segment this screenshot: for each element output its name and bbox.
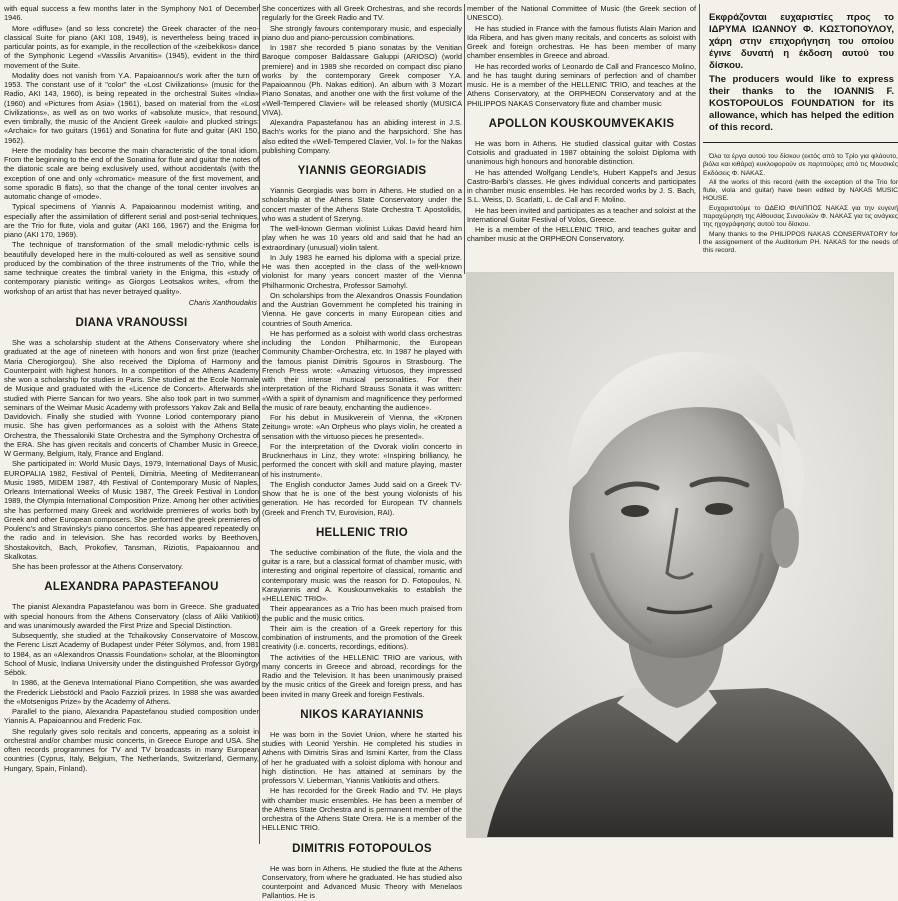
section-heading-fotopoulos: DIMITRIS FOTOPOULOS xyxy=(292,842,432,855)
paragraph: Subsequently, she studied at the Tchaikovsky Conservatoire of Moscow, the Ferenc Liszt Academy of Budapest under Péter Sólymos, and, from 1981 to 1984, as an «Alexandros Onassis Foundation» scholar, at the Bloomington School of Music, Indiana University under the distinguished Professor György Sébök. xyxy=(4,631,259,677)
paragraph: She strongly favours contemporary music, and especially piano duo and piano-percussion combinations. xyxy=(262,23,462,42)
column-4 xyxy=(699,4,898,255)
paragraph: The seductive combination of the flute, the viola and the guitar is a rare, but a classical format of chamber music, with interesting and original repertoire of classical, romantic and contemporary music was the reason for D. Fotopoulos, N. Karayiannis and A. Kouskoumvekakis to establish the «HELLENIC TRIO». xyxy=(262,547,462,603)
paragraph: The pianist Alexandra Papastefanou was born in Greece. She graduated with special honours from the Athens Conservatory (class of Aliki Vatikioti) and was unanimously awarded the First Prize and Special Distinction. xyxy=(4,602,259,630)
paragraph: Their appearances as a Trio has been much praised from the public and the music critics. xyxy=(262,604,462,623)
note-paragraph: All the works of this record (with the exception of the Trio for flute, viola and guitar) have been edited by NAKAS MUSIC HOUSE. xyxy=(703,178,898,203)
paragraph: The technique of transformation of the small melodic-rythmic cells is beautifully developed here in the multi-coloured as well as sensitive sound produced by the combination of the three instruments of the Trio, while the same technique creates the timbral variety in the Enigma, this «study of contemporary pianistic writing» as Giorgos Leotsakos writes, «from the workshop of an artist that has never betrayed quality». xyxy=(4,240,259,296)
paragraph: Modality does not vanish from Y.A. Papaioannou's work after the turn of 1953. The constant use of it "color" the «Lost Civilizations» (music for the Radio, AKI 143, 1960), is being repeated in the orchestral Suites «India» (1960) and «Pictures from Asia» (1961), based on material from the «Lost Civilizations», as well as on two works of «absolute music», that resound, even timbrally, the music of the Ancient Greek «auloi» and plucked strings: «Archaic» for two guitars (1961) and Sonatina for flute and guitar (AKI 150, 1962). xyxy=(4,70,259,145)
paragraph: The English conductor James Judd said on a Greek TV- Show that he is one of the best young violonists of his generation. He has recorded for European TV channels (Greek and French TV, Eurovision, RAI). xyxy=(262,479,462,517)
section-heading-georgiadis: YIANNIS GEORGIADIS xyxy=(297,165,427,177)
paragraph: He has studied in France with the famous flutists Alain Marion and Ida Ribera, and has given many recitals, and concerts as soloist with Greek and foreign orchestras. He has been member of many chamber ensembles in Greece and abroad. xyxy=(467,23,696,61)
paragraph: The activities of the HELLENIC TRIO are various, with many concerts in Greece and abroad, recordings for the Radio and the Television. It has been unanimously praised by the music critics of the Greek and foreign press, and has been invited in many Greek and foreign Festivals. xyxy=(262,652,462,699)
paragraph: He was born in Athens. He studied classical guitar with Costas Cotsiolis and graduated in 1987 obtaining the soloist Diploma with unanimous high honours and honorable distinction. xyxy=(467,138,696,167)
paragraph: She concertizes with all Greek Orchestras, and she records regularly for the Greek Radio and TV. xyxy=(262,4,462,23)
paragraph: He was born in the Soviet Union, where he started his studies with Leonid Yershin. He completed his studies in Athens with Dimitris Siras and Ismini Karter, from the Class of her he graduated with a soloist diploma with honour and high distinction. He has attained at seminars by the professors V. Lieberman, Yiannis Vatikiotis and others. xyxy=(262,729,462,785)
author-signature: Charis Xanthoudakis xyxy=(188,297,257,307)
column-1 xyxy=(4,4,259,844)
paragraph: She has been professor at the Athens Conservatory. xyxy=(12,562,184,571)
section-heading-kouskoumvekakis: APOLLON KOUSKOUMVEKAKIS xyxy=(488,117,675,130)
paragraph: member of the National Committee of Music (the Greek section of UNESCO). xyxy=(467,4,696,23)
paragraph: Their aim is the creation of a Greek repertory for this combination of instruments, and the promotion of the Greek creativity (i.e. concerts, recordings, editions). xyxy=(262,623,462,652)
acknowledgement-box xyxy=(703,4,898,143)
paragraph: with equal success a few months later in the Symphony No1 of December 1946. xyxy=(4,4,259,23)
paragraph: Typical specimens of Yiannis A. Papaioannou modernist writing, and especially after the assimilation of different serial and post-serial techniques, are the Trio for flute, viola and guitar (AKI 166, 1967) and the Enigma for piano (AKI 170, 1969). xyxy=(4,202,259,239)
portrait-photo xyxy=(466,272,894,838)
paragraph: He has been invited and participates as a teacher and soloist at the International Guitar Festival of Volos, Greece. xyxy=(467,205,696,224)
paragraph: Here the modality has become the main characteristic of the tonal idiom. From the beginning to the end of the Sonatina for flute and guitar the notes of the diatonic scale are being exclusively used, without accidentals (with the exception of one and only «chromatic» measure of the first movement, and some sporadic B flats), so that the change of the tonal center involves an automatic change of «mode». xyxy=(4,145,259,201)
paragraph: The well-known German violinist Lukas David heard him play when he was 10 years old and said that he had an extraordinary (unusual) violin talent. xyxy=(262,224,462,252)
paragraph: He is a member of the HELLENIC TRIO, and teaches guitar and chamber music at the ORPHEON Conservatory. xyxy=(467,225,696,244)
paragraph: More «diffuse» (and so less concrete) the Greek character of the neo-classical Suite for piano (AKI 108, 1949), is nevertheless being traced in particular points, as for example, in the recollection of the «zeibekikos» dance of the Symphonic Legend «Vassilis Arvanitis» (1945), evident in the third movement of the Suite. xyxy=(4,23,259,70)
paragraph: He has recorded works of Leonardo de Call and Francesco Molino, and he has taught during seminars of perfection and of chamber music. He is a member of the HELLENIC TRIO, and teaches at the Athens Conservatory, at the ORPHEON Conservatory and at the PHILIPPOS NAKAS Conservatory flute and chamber music xyxy=(467,61,696,108)
note-paragraph: Ευχαριστούμε το ΩΔΕΙΟ ΦΙΛΙΠΠΟΣ ΝΑΚΑΣ για την ευγενή παραχώρηση της Αίθουσας Συναυλιών Φ. ΝΑΚΑΣ για τις ανάγκες της ηχογράφησης αυτού του δίσκου. xyxy=(703,204,898,229)
section-heading-papastefanou: ALEXANDRA PAPASTEFANOU xyxy=(44,581,219,594)
column-3 xyxy=(464,4,696,274)
paragraph: Alexandra Papastefanou has an abiding interest in J.S. Bach's works for the piano and the harpsichord. She has also edited the «Well-Tempered Clavier, Vol. I» for the Nakas publishing Company. xyxy=(262,118,462,155)
paragraph: She participated in: World Music Days, 1979, International Days of Music, EUROPALIA 1982, Festival of Penteli, Dimitria, Meeting of Mediterranean Music 1985, MIDEM 1987, 4th Festival of Contemporary Music of Naples, Orleans International Weeks of Music 1987, The Greek Festival in London 1989, the Olympia International Composition Prize. Among her other activities she has performed many Greek and worldwide premieres of works both by Greek and other European composers. She performed the greek premieres of Poulenc's and Stravinsky's piano concertos. She has appeared repeatedly on the radio and in television. She has recorded works by Beethoven, Shostakovitch, Bach, Prokofiev, Tansman, Riziotis, Papaioannou and Skalkotas. xyxy=(4,459,259,561)
paragraph: Parallel to the piano, Alexandra Papastefanou studied composition under Yiannis A. Papaioannou and Frederic Fox. xyxy=(4,707,259,726)
paragraph: She regularly gives solo recitals and concerts, appearing as a soloist in orchestral and/or chamber music concerts, in Greece Europe and USA. She often records programmes for TV and TV broadcasts in many European countries (Cyprus, Italy, Belgium, The Netherlands, Switzerland, Germany, Hungary, Spain, Finland). xyxy=(4,726,259,773)
paragraph: In July 1983 he earned his diploma with a special prize. He was then accepted in the class of the well-known violonist for many years concert master of the Vienna Philharmonic Orchestra, Professor Samohyl. xyxy=(262,252,462,290)
paragraph: In 1986, at the Geneva International Piano Competition, she was awarded the Frederick Liebstöckl and Paolo Fazzioli prizes. In 1988 she was awarded the «Motsenigos Prize» by the Academy of Athens. xyxy=(4,678,259,706)
paragraph: For the interpretation of the Dvorak violin concerto in Brucknerhaus in Linz, they wrote: «Inspiring brilliancy, he performed the concert with skill and mature playing, master of his instrument». xyxy=(262,441,462,479)
paragraph: In 1987 she recorded 5 piano sonatas by the Venitian Baroque composer Baldassare Galuppi (ARIOSO) (world premiere) and in 1989 she recorded on compact disc piano works by the contemporary Greek composer Y.A. Papaioannou (Ph. Nakas edition). An album with 3 Mozart Piano Sonatas, and another one with the first volume of the «Well-Tempered Clavier» will be released shortly (MUSICA VIVA). xyxy=(262,43,462,117)
paragraph: She was a scholarship student at the Athens Conservatory where she graduated at the age of nineteen with honors and won first prize (teacher Maria Cherogiorgou). She also received the Diploma of Harmony and Counterpoint with highest honors. In a competition of the Athens Academy she won a scholarship for studies in Paris. She studied at the Ecole Normale de Musique and graduated with the «Licence de Concert». Afterwards she studied with Pierre Sancan for two years. She also took part in two summer seminars of the Weimar Music Academy with professors Yakov Zak and Bella Davidovich. Finally she studied with Yvonne Loriod contemporary piano music. She has given performances as a soloist with the Athens State Orchestra, the Thessaloniki State Orchestra and the Symphony Orchestra of the ERA. She has given recitals and concerts of Chamber Music in Greece, W Germany, Belgium, Italy, France and England. xyxy=(4,338,259,458)
acknowledgement-greek: Εκφράζονται ευχαριστίες προς το ΙΔΡΥΜΑ ΙΩΑΝΝΟΥ Φ. ΚΩΣΤΟΠΟΥΛΟΥ, χάρη στην επιχορήγηση του οποίου έγινε δυνατή η έκδοση αυτού του δίσκου. xyxy=(709,12,894,71)
paragraph: Yiannis Georgiadis was born in Athens. He studied on a scholarship at the Athens State Conservatory under the concert master of the Athens State Orchestra T. Apostolidis, who was a student of Szeryng. xyxy=(262,186,462,223)
acknowledgement-english: The producers would like to express their thanks to the IOANNIS F. KOSTOPOULOS FOUNDATION for its allowance, which has helped the edition of this record. xyxy=(709,74,894,133)
note-paragraph: Όλα τα έργα αυτού του δίσκου (εκτός από το Τρίο για φλάουτο, βιόλα και κιθάρα) κυκλοφορούν σε παρτιτούρες από τις Μουσικές Εκδόσεις Φ. ΝΑΚΑΣ. xyxy=(703,153,898,177)
paragraph: He has attended Wolfgang Lendle's, Hubert Kappel's and Jesus Castro-Barbi's classes. He gives individual concerts and participates in chamber music ensembles. He has recorded works by J. S. Bach, S.L. Weiss, D. Scarlatti, L. de Call and F. Molino. xyxy=(467,167,696,205)
note-paragraph: Many thanks to the PHILIPPOS NAKAS CONSERVATORY for the assignement of the Auditorium PH. NAKAS for the needs of this record. xyxy=(703,230,898,255)
credits-notes xyxy=(703,153,898,256)
section-heading-vranoussi: DIANA VRANOUSSI xyxy=(75,317,188,329)
paragraph: He was born in Athens. He studied the flute at the Athens Conservatory, from where he graduated. He has studied also counterpoint and Advanced Music Theory with Menelaos Pallantios. He is xyxy=(262,863,462,901)
paragraph: He has performed as a soloist with world class orchestras including the London Philharmonic, the European Community Chamber-Orchestra, etc. In 1987 he played with the famous pianist Dimitris Sgouros in Strasbourg. The French Press wrote: «Amazing virtuosos, they impressed with their intense musical personalities. For their interpretation of the Richard Strauss Sonata it was written: «With a spirit of dynamism and magnificence they performed the music of rare beauty, enchanting the audience». xyxy=(262,328,462,412)
paragraph: For his debut in Musikverein of Vienna, the «Kronen Zeitung» wrote: «An Orpheus who plays violin, he created a sensation with the virtuoso pieces he presented». xyxy=(262,413,462,441)
column-2 xyxy=(259,4,462,901)
paragraph: On scholarships from the Alexandros Onassis Foundation and the Austrian Government he completed his training in Vienna. He gave concerts in many European cities and countries of South America. xyxy=(262,290,462,328)
paragraph: He has recorded for the Greek Radio and TV. He plays with chamber music ensembles. He has been a member of the Athens State Orchestra and is permanent member of the orchestra of the Athens State Orera. He is a member of the HELLENIC TRIO. xyxy=(262,786,462,833)
section-heading-karayiannis: NIKOS KARAYIANNIS xyxy=(300,708,424,721)
section-heading-hellenic-trio: HELLENIC TRIO xyxy=(315,526,409,539)
